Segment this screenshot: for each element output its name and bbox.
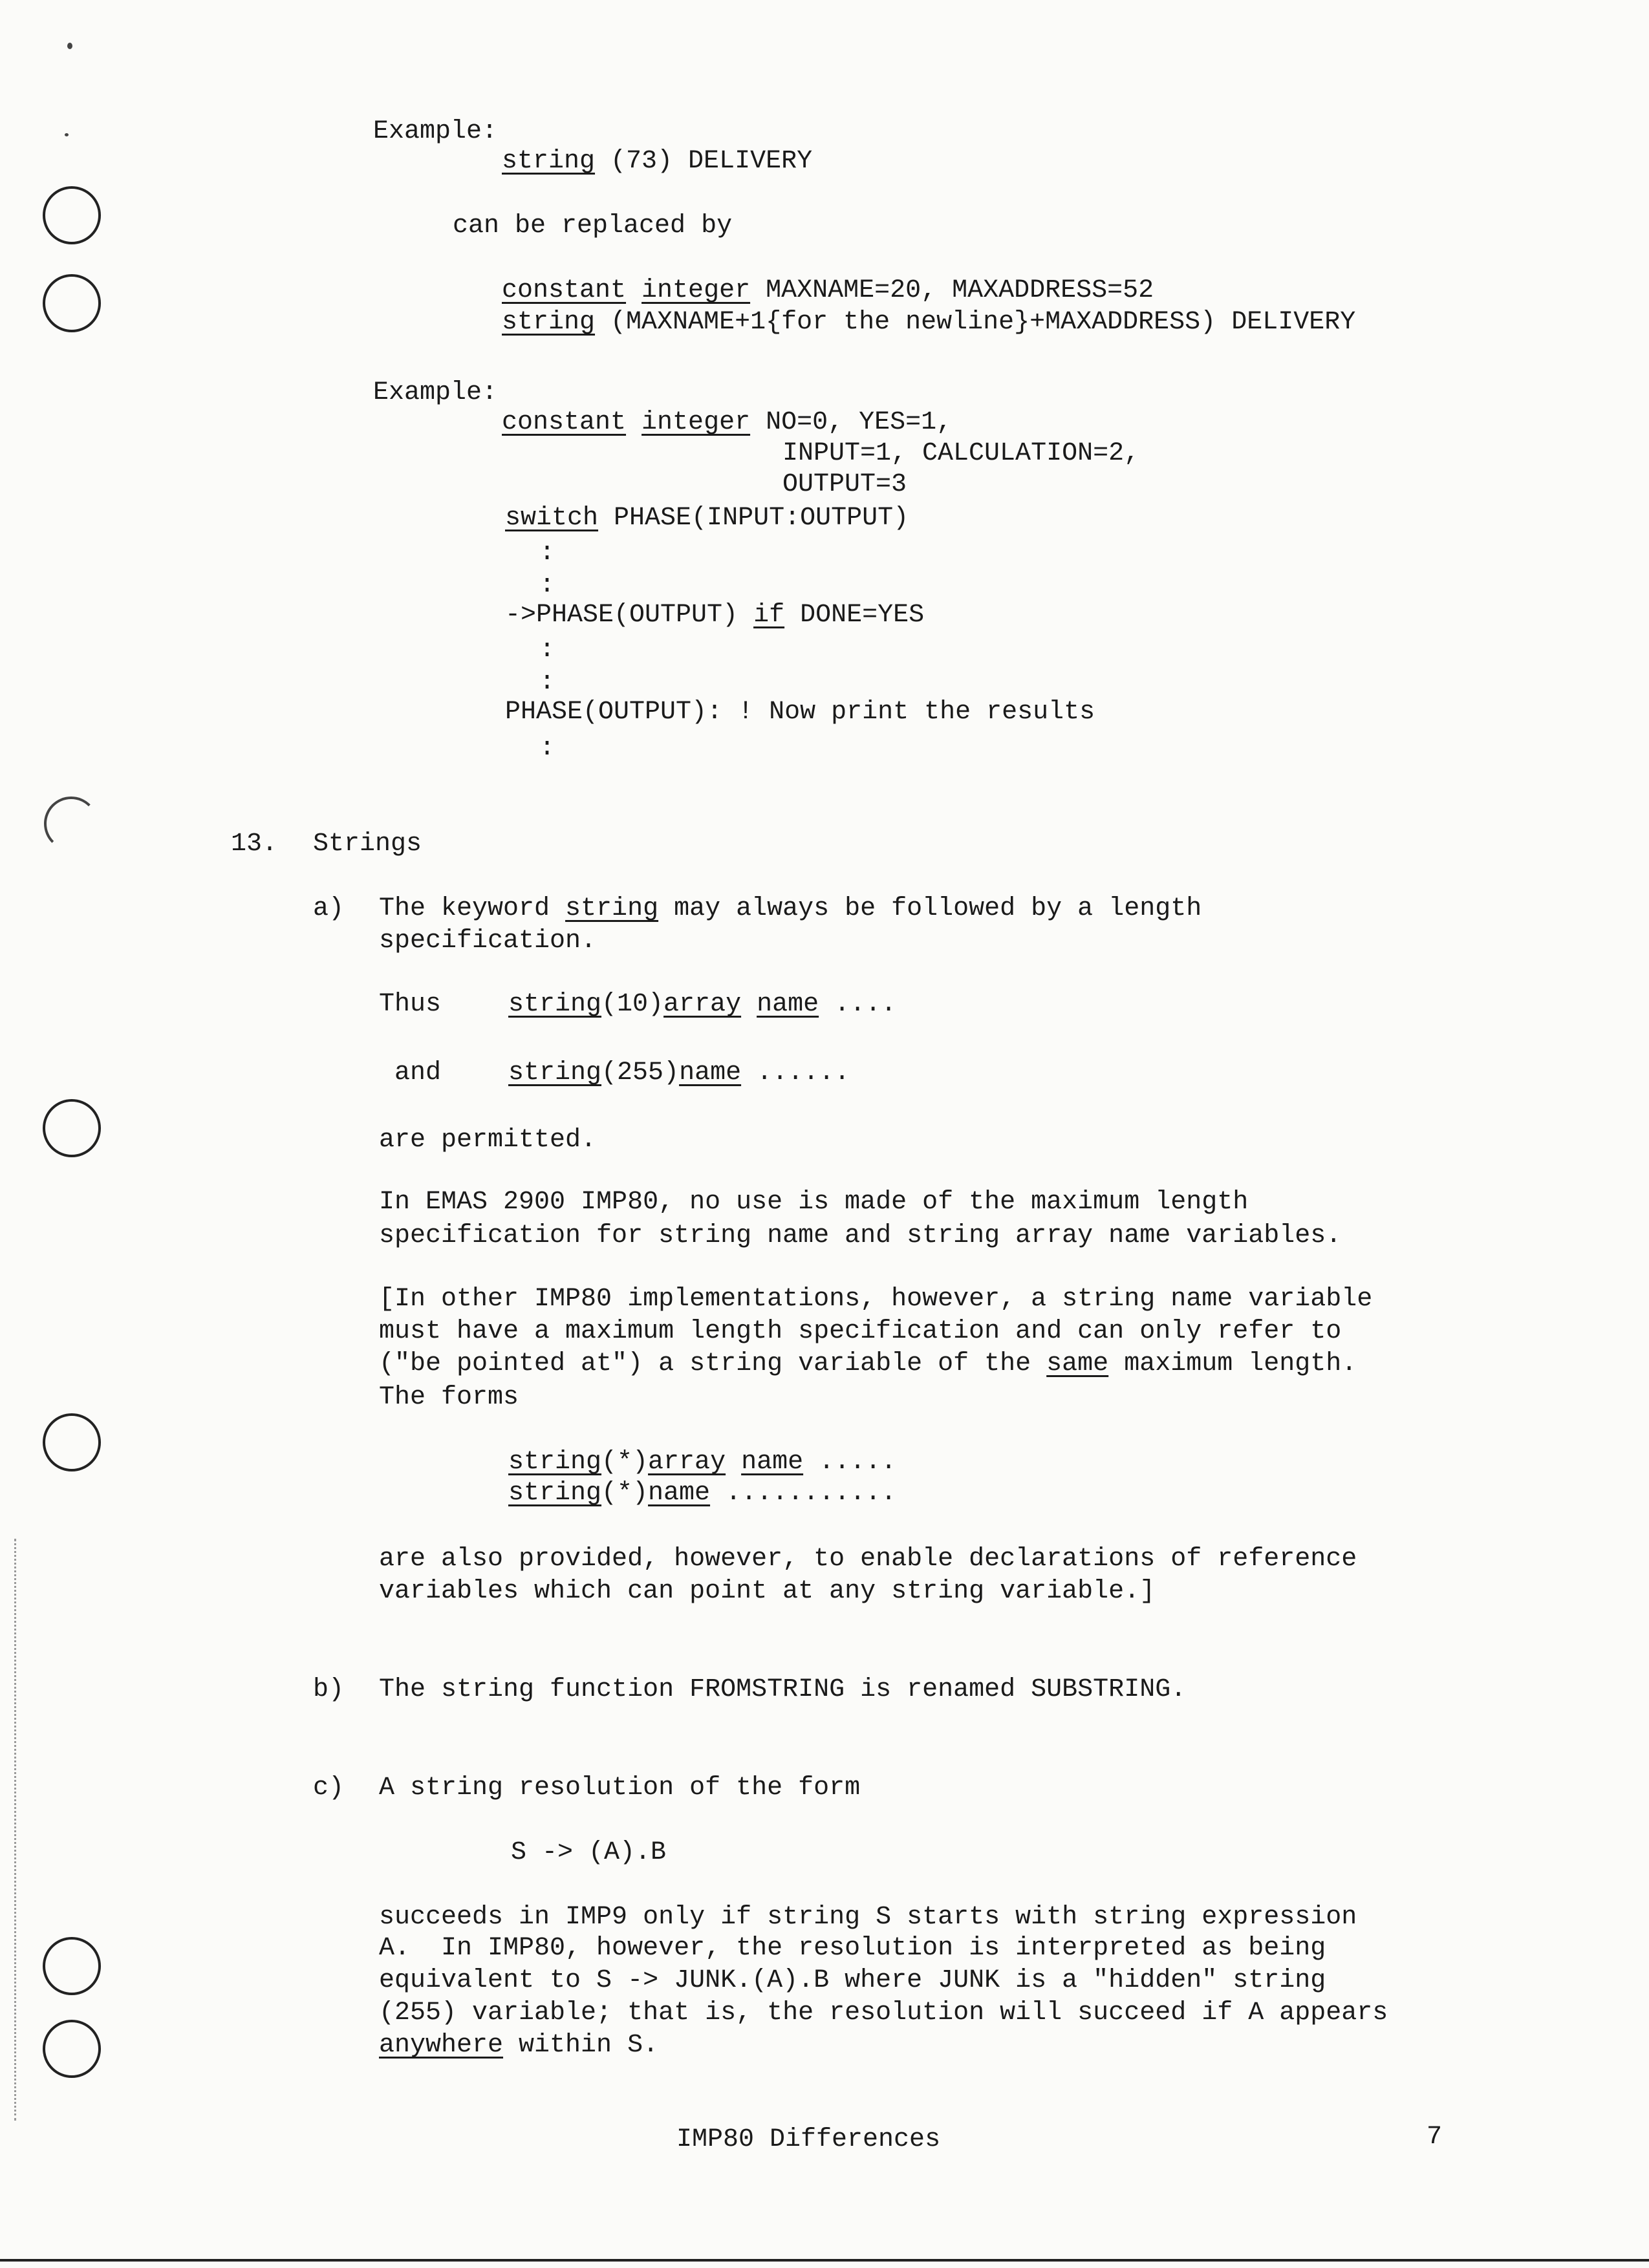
body-text: specification for string name and string array name variables. (379, 1221, 1342, 1250)
margin-scan-mark (14, 1539, 16, 2121)
code-line: string(255)name ...... (508, 1058, 850, 1087)
body-text: variables which can point at any string variable.] (379, 1577, 1156, 1606)
list-marker: c) (313, 1773, 345, 1803)
ellipsis-colon: : (539, 668, 555, 697)
code-line: string (MAXNAME+1{for the newline}+MAXADDRESS) DELIVERY (502, 308, 1356, 337)
section-number: 13. (231, 829, 278, 859)
list-marker: b) (313, 1675, 345, 1704)
body-text: ("be pointed at") a string variable of the same maximum length. (379, 1349, 1357, 1378)
body-text: A string resolution of the form (379, 1773, 861, 1803)
scan-speck (65, 133, 69, 136)
code-line: string(*)name ........... (508, 1479, 897, 1508)
ellipsis-colon: : (539, 571, 555, 600)
ellipsis-colon: : (539, 734, 555, 763)
ellipsis-colon: : (539, 539, 555, 568)
example-label: Example: (373, 117, 498, 146)
code-line: OUTPUT=3 (782, 470, 907, 499)
code-line: string(10)array name .... (508, 990, 897, 1019)
body-text: are also provided, however, to enable declarations of reference (379, 1545, 1357, 1574)
binder-hole-partial (44, 797, 98, 851)
body-text: must have a maximum length specification and can only refer to (379, 1317, 1342, 1346)
body-text: succeeds in IMP9 only if string S starts with string expression (379, 1903, 1357, 1932)
body-text: are permitted. (379, 1126, 597, 1155)
section-title: Strings (313, 829, 422, 859)
body-text: specification. (379, 926, 597, 956)
code-line: INPUT=1, CALCULATION=2, (782, 439, 1140, 468)
binder-hole (43, 2020, 101, 2078)
code-line: string (73) DELIVERY (502, 147, 813, 176)
body-text: In EMAS 2900 IMP80, no use is made of the maximum length (379, 1188, 1249, 1217)
code-line: constant integer MAXNAME=20, MAXADDRESS=52 (502, 276, 1154, 305)
ellipsis-colon: : (539, 636, 555, 665)
code-line: ->PHASE(OUTPUT) if DONE=YES (505, 601, 925, 630)
binder-hole (43, 1099, 101, 1157)
scan-speck (67, 43, 72, 49)
code-line: PHASE(OUTPUT): ! Now print the results (505, 698, 1095, 727)
body-text: [In other IMP80 implementations, however, a string name variable (379, 1285, 1373, 1314)
body-text: The string function FROMSTRING is renamed SUBSTRING. (379, 1675, 1187, 1704)
body-text: anywhere within S. (379, 2031, 659, 2060)
body-text: The forms (379, 1383, 519, 1412)
code-line: string(*)array name ..... (508, 1448, 897, 1477)
body-text: The keyword string may always be followed by a length (379, 894, 1202, 923)
body-text: Thus (379, 990, 442, 1019)
page-footer-title: IMP80 Differences (676, 2125, 941, 2154)
binder-hole (43, 1413, 101, 1471)
example-label: Example: (373, 378, 498, 407)
page-number: 7 (1427, 2123, 1443, 2152)
binder-hole (43, 186, 101, 244)
body-text: and (394, 1058, 442, 1087)
code-line: constant integer NO=0, YES=1, (502, 408, 953, 437)
body-text: A. In IMP80, however, the resolution is interpreted as being (379, 1934, 1326, 1963)
list-marker: a) (313, 894, 345, 923)
page-bottom-edge (0, 2259, 1649, 2262)
binder-hole (43, 1937, 101, 1995)
binder-hole (43, 274, 101, 332)
body-text: can be replaced by (453, 211, 733, 241)
code-line: S -> (A).B (511, 1838, 667, 1867)
code-line: switch PHASE(INPUT:OUTPUT) (505, 504, 909, 533)
body-text: (255) variable; that is, the resolution will succeed if A appears (379, 1998, 1388, 2027)
body-text: equivalent to S -> JUNK.(A).B where JUNK is a "hidden" string (379, 1966, 1326, 1995)
